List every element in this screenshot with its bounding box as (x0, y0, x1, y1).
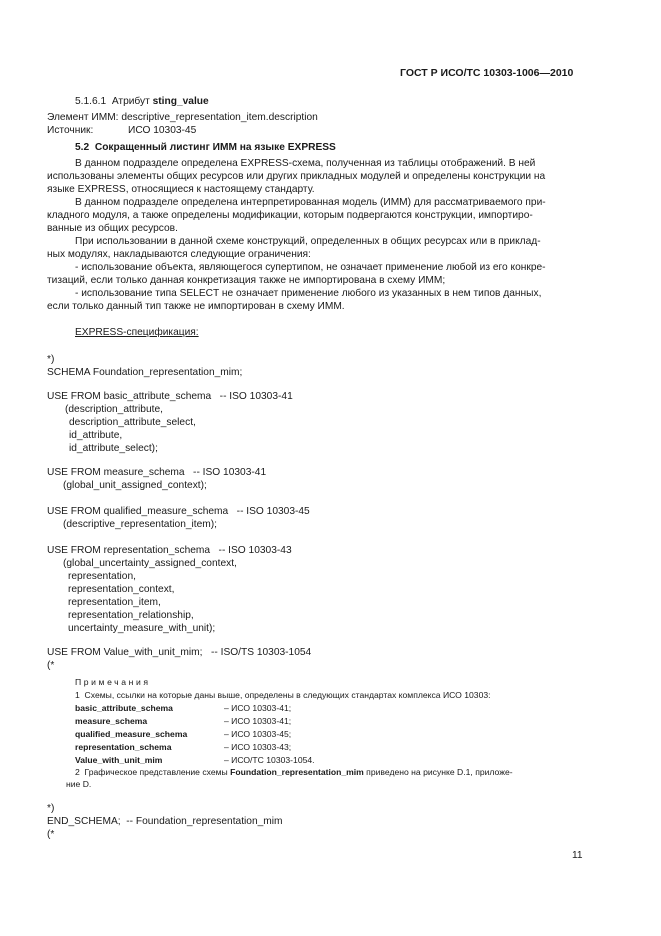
note-2-schema-name: Foundation_representation_mim (230, 767, 364, 777)
paragraph-line: если только данный тип также не импортирован в схему ИММ. (47, 301, 345, 312)
paragraph-line: - использование объекта, являющегося супертипом, не означает применение любой из его конкре- (75, 262, 546, 273)
code-comment-close: *) (47, 803, 55, 814)
paragraph-line: ных модулях, накладываются следующие ограничения: (47, 249, 311, 260)
source-label: Источник: (47, 125, 94, 136)
code-use-item: representation_relationship, (68, 610, 194, 621)
paragraph-line: тизаций, если только данная конкретизация также не импортирована в схему ИММ; (47, 275, 446, 286)
note-ref-name: basic_attribute_schema (75, 703, 173, 713)
notes-heading: Примечания (75, 677, 151, 687)
express-spec-label: EXPRESS-спецификация: (75, 327, 199, 338)
note-2-suffix: приведено на рисунке D.1, приложе- (363, 767, 513, 777)
note-1: 1 Схемы, ссылки на которые даны выше, определены в следующих стандартах комплекса ИСО 10303: (75, 690, 491, 700)
code-use-item: id_attribute_select); (69, 443, 158, 454)
note-ref-standard: – ИСО 10303-45; (224, 729, 292, 739)
source-value: ИСО 10303-45 (128, 125, 197, 136)
note-ref-name: measure_schema (75, 716, 148, 726)
note-2-prefix: 2 Графическое представление схемы (75, 767, 231, 777)
page-number: 11 (572, 850, 583, 861)
section-title: Сокращенный листинг ИММ на языке EXPRESS (94, 142, 336, 153)
code-comment-close: *) (47, 354, 55, 365)
code-use-line: USE FROM measure_schema -- ISO 10303-41 (47, 467, 267, 478)
code-use-item: (global_unit_assigned_context); (63, 480, 207, 491)
note-ref-name: qualified_measure_schema (75, 729, 188, 739)
code-use-item: (descriptive_representation_item); (63, 519, 218, 530)
subsection-title-prefix: Атрибут (111, 96, 153, 107)
note-ref-name: Value_with_unit_mim (75, 755, 163, 765)
code-use-line: USE FROM basic_attribute_schema -- ISO 10303-41 (47, 391, 293, 402)
section-number: 5.2 (75, 142, 90, 153)
code-use-line: USE FROM representation_schema -- ISO 10303-43 (47, 545, 292, 556)
note-ref-standard: – ИСО 10303-41; (224, 703, 292, 713)
code-use-line: USE FROM qualified_measure_schema -- ISO 10303-45 (47, 506, 310, 517)
note-2 (75, 767, 513, 778)
code-use-item: (global_uncertainty_assigned_context, (63, 558, 237, 569)
paragraph-line: ванные из общих ресурсов. (47, 223, 178, 234)
code-use-item: representation_item, (68, 597, 161, 608)
mim-element-line: Элемент ИММ: descriptive_representation_item.description (47, 112, 318, 123)
code-comment-open: (* (47, 829, 55, 840)
paragraph-line: использованы элементы общих ресурсов или других прикладных модулей и определены конструкции на (47, 171, 546, 182)
paragraph-line: При использовании в данной схеме конструкций, определенных в общих ресурсах или в приклад- (75, 236, 541, 247)
note-ref-name: representation_schema (75, 742, 172, 752)
code-use-item: (description_attribute, (65, 404, 163, 415)
paragraph-line: В данном подразделе определена интерпретированная модель (ИММ) для рассматриваемого при- (75, 197, 546, 208)
code-use-line: USE FROM Value_with_unit_mim; -- ISO/TS 10303-1054 (47, 647, 312, 658)
paragraph-line: языке EXPRESS, относящиеся к настоящему стандарту. (47, 184, 315, 195)
code-use-item: description_attribute_select, (69, 417, 196, 428)
subsection-title-attribute: sting_value (152, 96, 209, 107)
code-use-item: representation, (68, 571, 136, 582)
code-use-item: representation_context, (68, 584, 175, 595)
code-comment-open: (* (47, 660, 55, 671)
note-2-continuation: ние D. (66, 779, 92, 789)
note-ref-standard: – ИСО/ТС 10303-1054. (224, 755, 315, 765)
note-ref-standard: – ИСО 10303-43; (224, 742, 292, 752)
paragraph-line: В данном подразделе определена EXPRESS-схема, полученная из таблицы отображений. В ней (75, 158, 536, 169)
code-use-item: uncertainty_measure_with_unit); (68, 623, 216, 634)
note-ref-standard: – ИСО 10303-41; (224, 716, 292, 726)
subsection-number: 5.1.6.1 (75, 96, 107, 107)
paragraph-line: кладного модуля, а также определены модификации, которым подвергаются конструкции, импортиро- (47, 210, 533, 221)
standard-header: ГОСТ Р ИСО/ТС 10303-1006—2010 (400, 67, 574, 79)
section-heading (75, 141, 336, 154)
subsection-heading (75, 95, 209, 108)
code-use-item: id_attribute, (69, 430, 123, 441)
paragraph-line: - использование типа SELECT не означает применение любого из указанных в нем типов данных, (75, 288, 542, 299)
code-schema-line: SCHEMA Foundation_representation_mim; (47, 367, 243, 378)
code-end-schema: END_SCHEMA; -- Foundation_representation_mim (47, 816, 283, 827)
